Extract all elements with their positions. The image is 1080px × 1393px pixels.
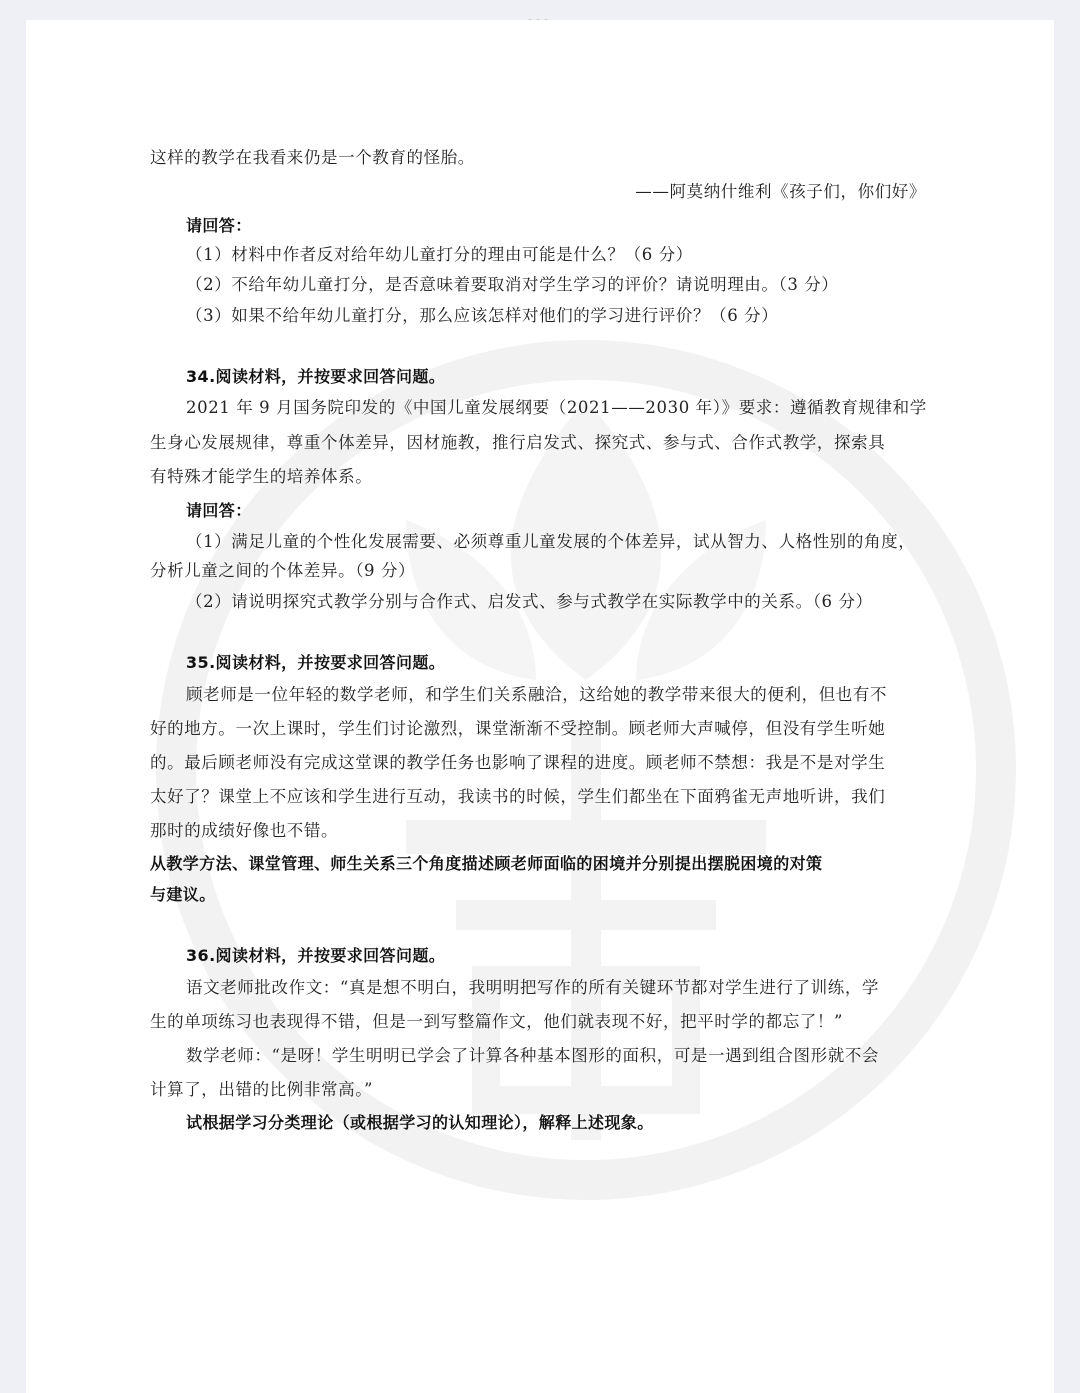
q33-attribution: ——阿莫纳什维利《孩子们，你们好》 — [635, 182, 926, 201]
q35-material-line-1: 顾老师是一位年轻的数学老师，和学生们关系融洽，这给她的教学带来很大的便利，但也有不 — [186, 685, 888, 704]
q34-heading: 34.阅读材料，并按要求回答问题。 — [186, 367, 446, 386]
q36-material-line-1: 语文老师批改作文：“真是想不明白，我明明把写作的所有关键环节都对学生进行了训练，学 — [186, 978, 880, 997]
q35-material-line-4: 太好了？课堂上不应该和学生进行互动，我读书的时候，学生们都坐在下面鸦雀无声地听讲，我们 — [150, 787, 886, 806]
q34-subquestion-1a: （1）满足儿童的个性化发展需要、必须尊重儿童发展的个体差异，试从智力、人格性别的角度， — [186, 532, 916, 551]
q34-material-line-1: 2021 年 9 月国务院印发的《中国儿童发展纲要（2021——2030 年）》要求：遵循教育规律和学 — [186, 398, 927, 417]
drag-handle-icon[interactable] — [526, 8, 554, 12]
q36-material-line-2: 生的单项练习也表现得不错，但是一到写整篇作文，他们就表现不好，把平时学的都忘了！” — [150, 1012, 844, 1031]
q36-material-line-4: 计算了，出错的比例非常高。” — [150, 1080, 374, 1099]
q34-prompt: 请回答： — [186, 501, 252, 520]
q36-material-line-3: 数学老师：“是呀！学生明明已学会了计算各种基本图形的面积，可是一遇到组合图形就不会 — [186, 1046, 880, 1065]
viewer-top-strip — [0, 0, 1080, 20]
q35-heading: 35.阅读材料，并按要求回答问题。 — [186, 653, 446, 672]
q34-material-line-2: 生身心发展规律，尊重个体差异，因材施教，推行启发式、探究式、参与式、合作式教学，探索具 — [150, 433, 886, 452]
q34-subquestion-1b: 分析儿童之间的个体差异。（9 分） — [150, 561, 416, 580]
q33-material-last-line: 这样的教学在我看来仍是一个教育的怪胎。 — [150, 148, 475, 167]
document-content — [26, 20, 1054, 1393]
q34-material-line-3: 有特殊才能学生的培养体系。 — [150, 467, 373, 486]
q33-prompt: 请回答： — [186, 216, 252, 235]
q33-subquestion-2: （2）不给年幼儿童打分，是否意味着要取消对学生学习的评价？请说明理由。（3 分） — [186, 275, 839, 294]
q35-task-line-2: 与建议。 — [150, 885, 216, 904]
document-page — [26, 20, 1054, 1393]
q35-task-line-1: 从教学方法、课堂管理、师生关系三个角度描述顾老师面临的困境并分别提出摆脱困境的对策 — [150, 854, 823, 873]
q36-heading: 36.阅读材料，并按要求回答问题。 — [186, 946, 446, 965]
q36-task: 试根据学习分类理论（或根据学习的认知理论），解释上述现象。 — [186, 1113, 654, 1132]
q33-subquestion-3: （3）如果不给年幼儿童打分，那么应该怎样对他们的学习进行评价？（6 分） — [186, 306, 779, 325]
q33-subquestion-1: （1）材料中作者反对给年幼儿童打分的理由可能是什么？（6 分） — [186, 245, 693, 264]
q35-material-line-5: 那时的成绩好像也不错。 — [150, 821, 339, 840]
q34-subquestion-2: （2）请说明探究式教学分别与合作式、启发式、参与式教学在实际教学中的关系。（6 分） — [186, 592, 873, 611]
q35-material-line-3: 的。最后顾老师没有完成这堂课的教学任务也影响了课程的进度。顾老师不禁想：我是不是对学生 — [150, 753, 886, 772]
q35-material-line-2: 好的地方。一次上课时，学生们讨论激烈，课堂渐渐不受控制。顾老师大声喊停，但没有学生听她 — [150, 719, 886, 738]
